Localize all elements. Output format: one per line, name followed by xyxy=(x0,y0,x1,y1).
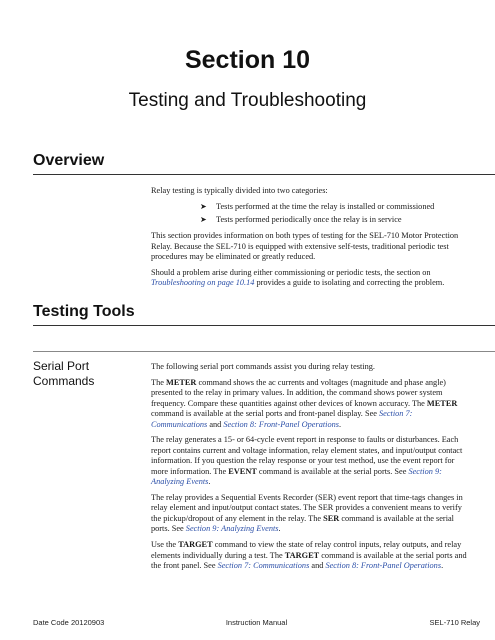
event-paragraph: The relay generates a 15- or 64-cycle event report in response to faults or disturbances. Each report contains current and voltage information, relay element states, and input/output contact information. If you question the relay response or your test method, use the event report for more information. The EVENT command is available at the serial ports. See Section 9: Analyzing Events. xyxy=(151,435,463,487)
overview-paragraph-3: Should a problem arise during either commissioning or periodic tests, the section on Troubleshooting on page 10.14 provides a guide to isolating and correcting the problem. xyxy=(151,267,445,288)
ser-paragraph: The relay provides a Sequential Events Recorder (SER) event report that time-tags changes in relay element and input/output contact states. The SER provides a convenient means to verify the pickup/dropout of any element in the relay. The SER command is available at the serial ports. See Section 9: Analyzing Events. xyxy=(151,492,463,534)
testing-tools-rule xyxy=(33,325,495,326)
list-item: ➤ Tests performed at the time the relay is installed or commissioned xyxy=(200,201,435,211)
analyzing-events-link[interactable]: Section 9: Analyzing Events xyxy=(151,466,442,487)
overview-paragraph-2: This section provides information on both types of testing for the SEL-710 Motor Protection Relay. Because the SEL-710 is equipped with extensive self-tests, traditional periodic test procedures may be eliminated or greatly reduced. xyxy=(151,231,459,262)
testing-tools-heading: Testing Tools xyxy=(33,303,135,320)
section-number: Section 10 xyxy=(184,46,311,74)
subsection-rule xyxy=(33,351,495,352)
analyzing-events-link[interactable]: Section 9: Analyzing Events xyxy=(185,524,279,534)
arrow-bullet-icon: ➤ xyxy=(200,215,207,225)
front-panel-link[interactable]: Section 8: Front-Panel Operations xyxy=(223,419,339,429)
overview-bullet-list xyxy=(151,202,467,226)
meter-paragraph: The METER command shows the ac currents and voltages (magnitude and phase angle) presented to the relay in primary values. In addition, the command shows power system frequency. Compare these quantities against other devices of known accuracy. The METER command is available at the serial ports and front-panel display. See Section 7: Communications and Section 8: Front-Panel Operations. xyxy=(151,377,458,429)
overview-intro: Relay testing is typically divided into two categories: xyxy=(151,186,328,195)
target-paragraph: Use the TARGET command to view the state of relay control inputs, relay outputs, and relay elements individually during a test. The TARGET command is available at the serial ports and the front panel. See Section 7: Communications and Section 8: Front-Panel Operations. xyxy=(151,540,467,570)
footer-product-name: SEL-710 Relay xyxy=(429,618,480,627)
overview-body xyxy=(151,186,467,294)
section-title: Testing and Troubleshooting xyxy=(128,90,367,111)
list-item: ➤ Tests performed periodically once the relay is in service xyxy=(200,215,402,225)
overview-heading: Overview xyxy=(33,152,105,169)
communications-link[interactable]: Section 7: Communications xyxy=(151,409,413,429)
testing-tools-body xyxy=(151,362,467,577)
footer-manual-name: Instruction Manual xyxy=(225,618,288,627)
arrow-bullet-icon: ➤ xyxy=(200,201,207,211)
commands-intro: The following serial port commands assist you during relay testing. xyxy=(151,362,375,371)
communications-link[interactable]: Section 7: Communications xyxy=(217,560,310,570)
footer-date-code: Date Code 20120903 xyxy=(33,618,105,627)
troubleshooting-link[interactable]: Troubleshooting on page 10.14 xyxy=(151,278,255,288)
overview-rule xyxy=(33,174,495,175)
serial-port-commands-heading: Serial Port Commands xyxy=(33,359,95,388)
front-panel-link[interactable]: Section 8: Front-Panel Operations xyxy=(325,560,442,570)
